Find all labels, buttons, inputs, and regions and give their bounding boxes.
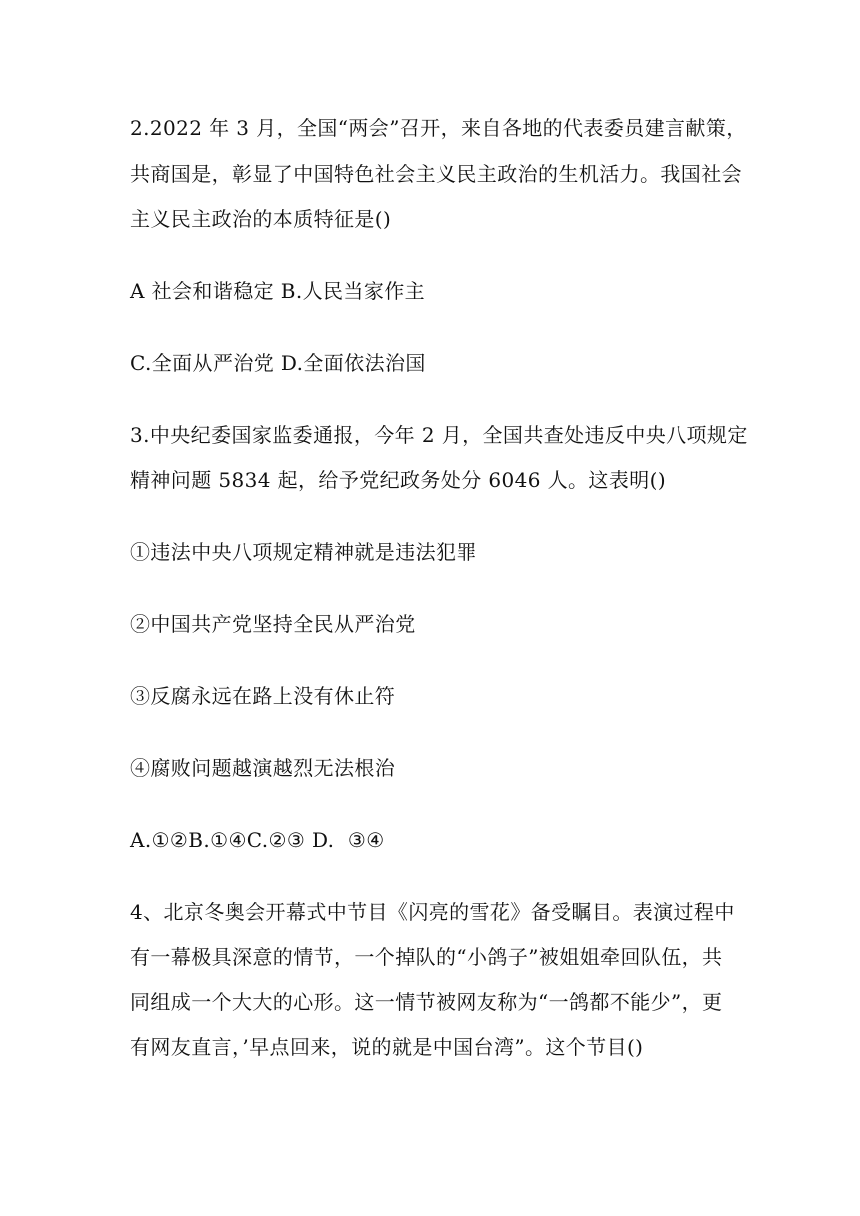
question-3-options: A.①②B.①④C.②③ D. ③④	[130, 828, 385, 852]
question-4-stem-line-4: 有网友直言，’早点回来，说的就是中国台湾”。这个节目()	[130, 1035, 644, 1059]
question-3-statement-2: ②中国共产党坚持全民从严治党	[130, 612, 416, 636]
question-2-stem-line-1: 2.2022 年 3 月，全国“两会”召开，来自各地的代表委员建言献策，	[130, 116, 747, 140]
question-3-stem-line-2: 精神问题 5834 起，给予党纪政务处分 6046 人。这表明()	[130, 468, 667, 492]
question-4-stem-line-3: 同组成一个大大的心形。这一情节被网友称为“一鸽都不能少”，更	[130, 990, 723, 1014]
question-2-stem-line-3: 主义民主政治的本质特征是()	[130, 207, 392, 231]
question-2-options-line-1: A 社会和谐稳定 B.人民当家作主	[130, 279, 426, 303]
question-2-stem-line-2: 共商国是，彰显了中国特色社会主义民主政治的生机活力。我国社会	[130, 162, 742, 186]
question-3-statement-3: ③反腐永远在路上没有休止符	[130, 684, 396, 708]
question-3-statement-1: ①违法中央八项规定精神就是违法犯罪	[130, 540, 477, 564]
question-3-stem-line-1: 3.中央纪委国家监委通报，今年 2 月，全国共查处违反中央八项规定	[130, 423, 748, 447]
question-4-stem-line-2: 有一幕极具深意的情节，一个掉队的“小鸽子”被姐姐牵回队伍，共	[130, 945, 723, 969]
question-4-stem-line-1: 4、北京冬奥会开幕式中节目《闪亮的雪花》备受瞩目。表演过程中	[130, 900, 735, 924]
question-3-statement-4: ④腐败问题越演越烈无法根治	[130, 756, 396, 780]
question-2-options-line-2: C.全面从严治党 D.全面依法治国	[130, 351, 426, 375]
